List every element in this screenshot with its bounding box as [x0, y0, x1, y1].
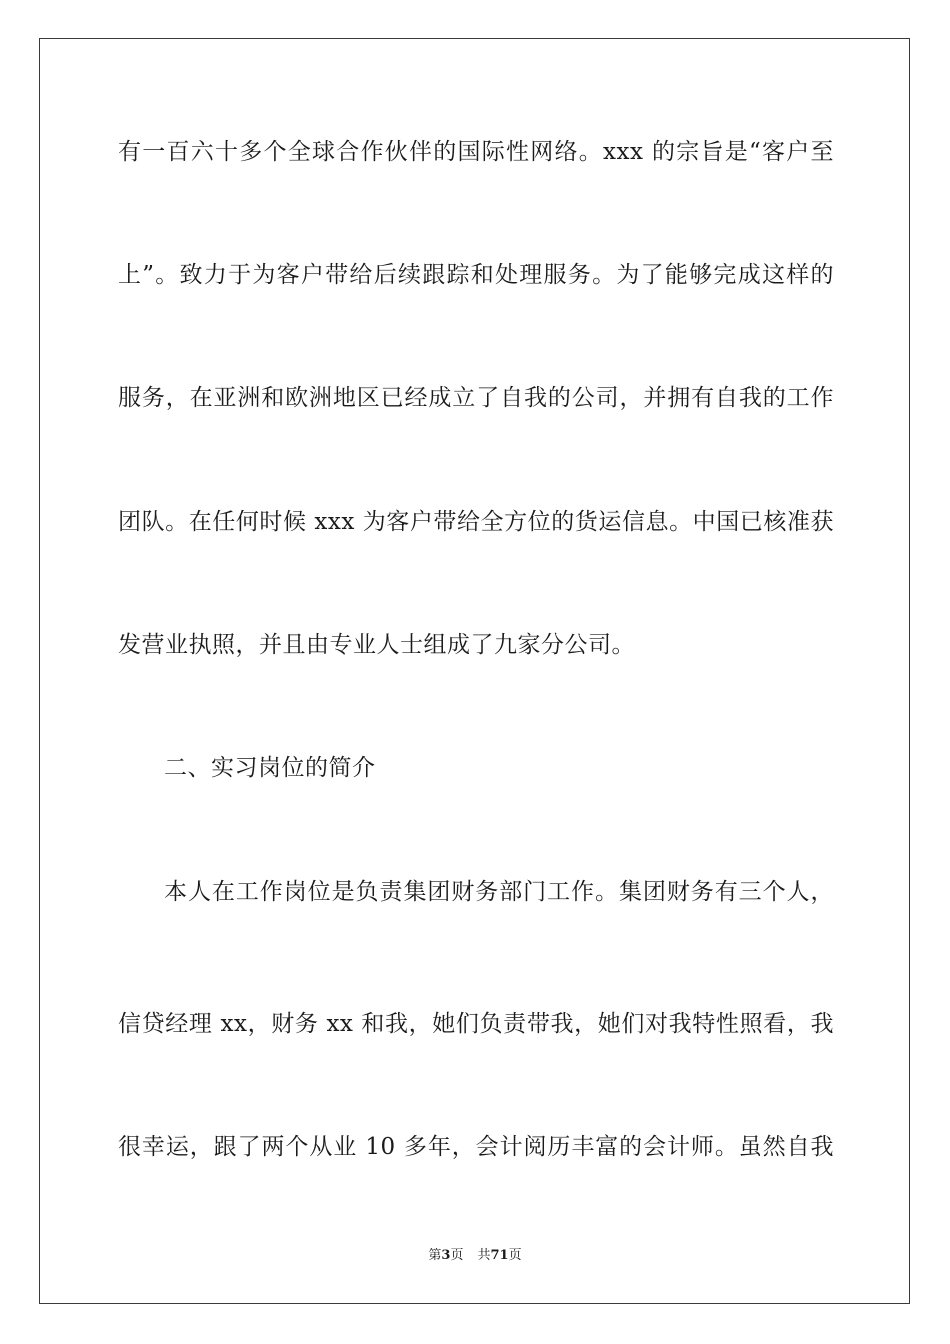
- text-line: 团队。在任何时候 xxx 为客户带给全方位的货运信息。中国已核准获: [118, 509, 834, 535]
- page-number: 3: [441, 1248, 451, 1263]
- text-line: 服务，在亚洲和欧洲地区已经成立了自我的公司，并拥有自我的工作: [118, 385, 834, 411]
- page-border: [39, 38, 910, 1304]
- text-line: 发营业执照，并且由专业人士组成了九家分公司。: [118, 632, 635, 658]
- text-line: 本人在工作岗位是负责集团财务部门工作。集团财务有三个人，: [164, 879, 834, 905]
- page-prefix: 第: [428, 1248, 442, 1263]
- total-pages: 71: [490, 1248, 509, 1263]
- section-heading: 二、实习岗位的简介: [164, 755, 376, 781]
- text-line: 很幸运，跟了两个从业 10 多年，会计阅历丰富的会计师。虽然自我: [118, 1134, 834, 1160]
- text-line: 有一百六十多个全球合作伙伴的国际性网络。xxx 的宗旨是“客户至: [118, 139, 834, 165]
- text-line: 信贷经理 xx，财务 xx 和我，她们负责带我，她们对我特性照看，我: [118, 1011, 834, 1037]
- total-prefix: 共: [477, 1248, 491, 1263]
- text-line: 上”。致力于为客户带给后续跟踪和处理服务。为了能够完成这样的: [118, 262, 834, 288]
- page-footer: [0, 1247, 950, 1265]
- page-suffix: 页: [450, 1248, 464, 1263]
- total-suffix: 页: [508, 1248, 522, 1263]
